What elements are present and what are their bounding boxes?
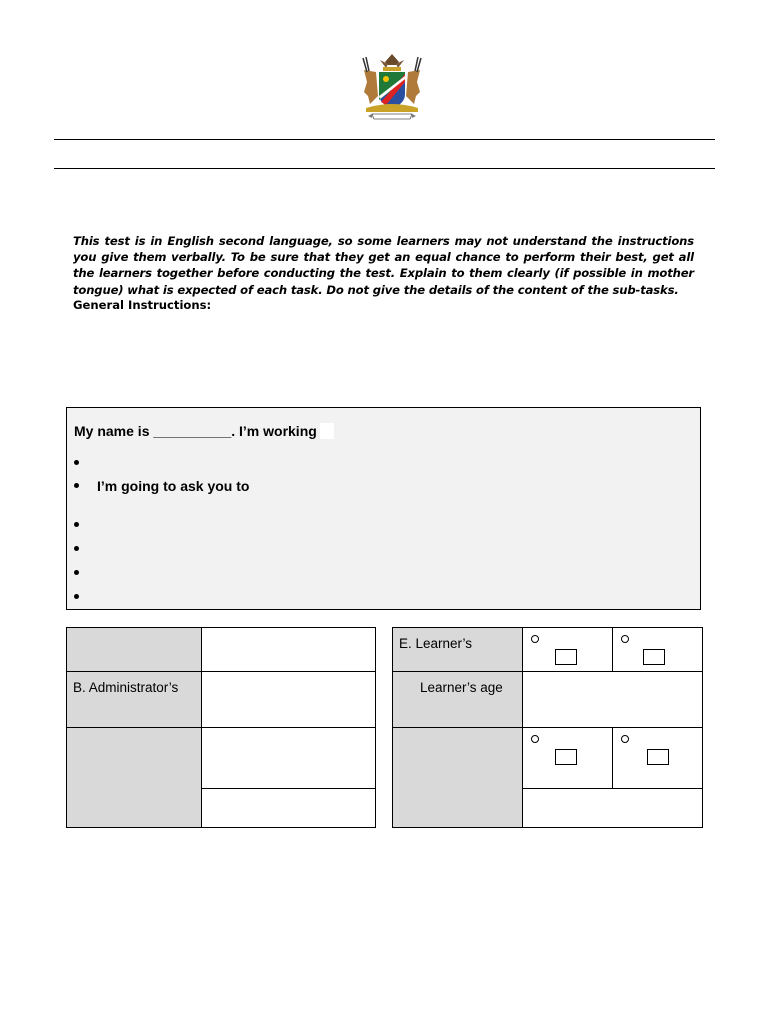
administrator-label: B. Administrator’s [73,680,179,695]
script-bullet [74,589,97,605]
script-bullet [74,478,249,494]
label-cell [67,628,202,672]
learner-label-cell [393,628,523,672]
radio-circle-icon[interactable] [621,635,629,643]
option-cell[interactable] [523,728,613,789]
general-instructions-heading: General Instructions: [73,298,212,312]
instructions-paragraph: This test is in English second language, so some learners may not understand the instructions you give them verbally. To be sure that they get an equal chance to perform their best, get all the learners together before conducting the test. Explain to them clearly (if possible in mother tongue) what is expected of each task. Do not give the details of the content of the sub-tasks. [73,234,694,297]
coat-of-arms-icon [358,52,426,122]
learner-label: E. Learner’s [399,636,473,651]
option-cell[interactable] [613,728,703,789]
script-bullet-text: I’m going to ask you to [97,478,250,494]
script-box [66,407,701,610]
checkbox[interactable] [555,749,577,765]
radio-circle-icon[interactable] [621,735,629,743]
script-bullet [74,517,97,533]
label-cell [67,728,202,828]
checkbox[interactable] [643,649,665,665]
label-cell [393,728,523,828]
option-cell[interactable] [613,628,703,672]
learner-table [392,627,703,828]
administrator-label-cell [67,672,202,728]
option-cell[interactable] [523,628,613,672]
administrator-value-cell[interactable] [202,672,376,728]
radio-circle-icon[interactable] [531,735,539,743]
script-bullet [74,541,97,557]
script-bullet [74,565,97,581]
value-cell[interactable] [202,728,376,789]
checkbox[interactable] [555,649,577,665]
script-bullet [74,455,97,471]
checkbox[interactable] [647,749,669,765]
script-intro [74,423,334,439]
script-intro-text: My name is __________. I’m working [74,423,317,439]
value-cell[interactable] [202,789,376,828]
learner-age-label: Learner’s age [420,680,503,695]
header-rule-top [54,139,715,140]
value-cell[interactable] [523,789,703,828]
administrator-table [66,627,376,828]
learner-age-label-cell [393,672,523,728]
value-cell[interactable] [202,628,376,672]
header-rule-bottom [54,168,715,169]
learner-age-value-cell[interactable] [523,672,703,728]
radio-circle-icon[interactable] [531,635,539,643]
